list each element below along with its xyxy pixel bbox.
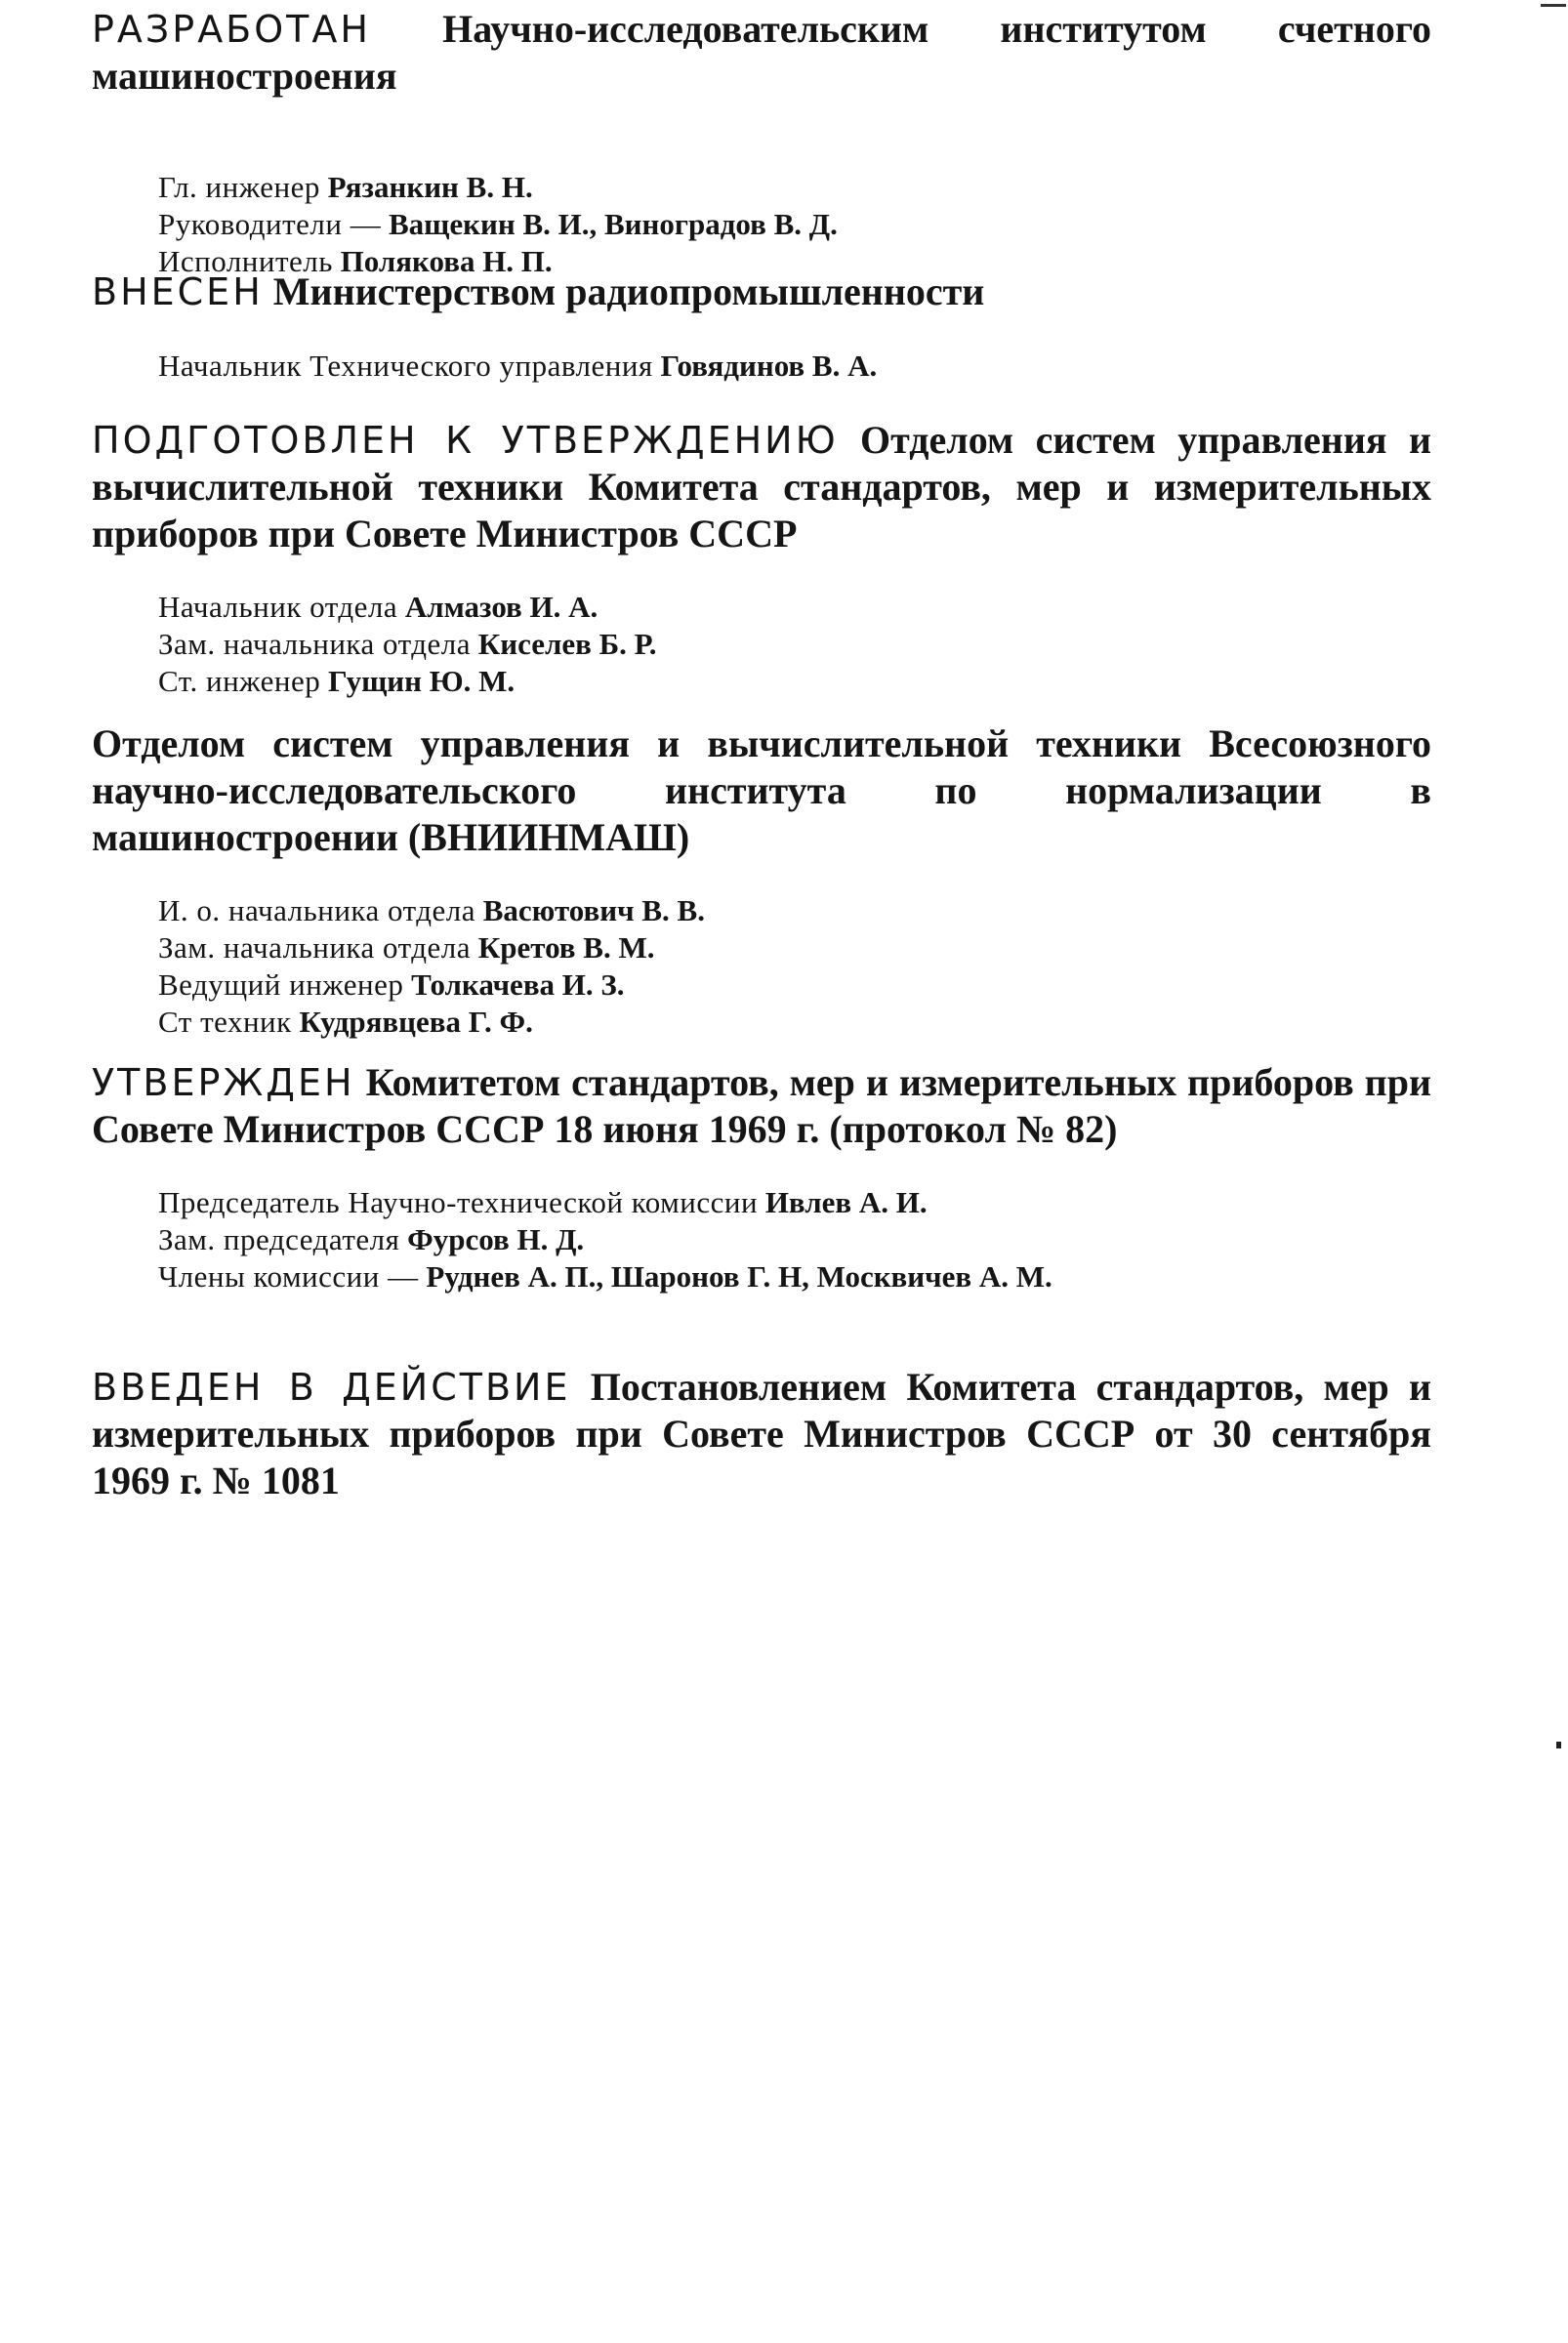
- section-vveden: [92, 1364, 1431, 1504]
- person-row: [158, 626, 1431, 663]
- person-name: Кудрявцева Г. Ф.: [299, 1005, 533, 1039]
- person-name: Ващекин В. И., Виноградов В. Д.: [389, 207, 838, 241]
- people-list: [92, 348, 1431, 385]
- section-lead-cap: УТВЕРЖДЕН: [92, 1061, 355, 1104]
- person-row: [158, 206, 1431, 243]
- section-lead: [92, 417, 1431, 557]
- section-podgotovlen: [92, 417, 1431, 700]
- section-lead: [92, 1364, 1431, 1504]
- section-vniinmash: [92, 720, 1431, 1041]
- person-row: [158, 589, 1431, 626]
- section-razrabotan: [92, 6, 1431, 280]
- person-row: [158, 169, 1431, 206]
- person-name: Алмазов И. А.: [404, 590, 598, 624]
- margin-dash-mark: [1541, 4, 1566, 7]
- person-row: [158, 1221, 1431, 1258]
- person-role: Гл. инженер: [158, 170, 320, 204]
- section-lead-cap: РАЗРАБОТАН: [92, 8, 371, 51]
- person-row: [158, 1184, 1431, 1221]
- person-name: Говядинов В. А.: [660, 349, 878, 383]
- section-lead: [92, 268, 1431, 315]
- person-role: Члены комиссии —: [158, 1259, 419, 1294]
- people-list: [92, 892, 1431, 1041]
- section-lead-cap: ПОДГОТОВЛЕН К УТВЕРЖДЕНИЮ: [92, 419, 839, 462]
- person-name: Рязанкин В. Н.: [327, 170, 533, 204]
- section-lead-cap: ВНЕСЕН: [92, 270, 264, 313]
- person-row: [158, 348, 1431, 385]
- person-role: Начальник Технического управления: [158, 349, 653, 383]
- person-role: Исполнитель: [158, 244, 333, 278]
- section-lead-cap: ВВЕДЕН В ДЕЙСТВИЕ: [92, 1366, 571, 1409]
- person-role: И. о. начальника отдела: [158, 893, 475, 927]
- section-vnesen: [92, 268, 1431, 385]
- section-lead-text: Научно-исследовательским институтом счетного машиностроения: [92, 7, 1431, 98]
- section-lead: [92, 720, 1431, 861]
- person-row: [158, 663, 1431, 700]
- person-name: Кретов В. М.: [477, 930, 655, 965]
- person-role: Ведущий инженер: [158, 967, 404, 1002]
- person-role: Начальник отдела: [158, 590, 398, 624]
- person-row: [158, 929, 1431, 966]
- margin-dot-mark: [1556, 1742, 1561, 1748]
- person-name: Ивлев А. И.: [764, 1185, 928, 1219]
- person-name: Гущин Ю. М.: [328, 664, 516, 698]
- section-lead: [92, 1059, 1431, 1153]
- section-lead: [92, 6, 1431, 100]
- person-name: Васютович В. В.: [482, 893, 705, 927]
- section-lead-text: Комитетом стандартов, мер и измерительных приборов при Совете Министров СССР 18 июня 1969 г. (протокол № 82): [92, 1060, 1432, 1151]
- section-lead-text: Отделом систем управления и вычислительной техники Комитета стандартов, мер и измерительных приборов при Совете Министров СССР: [92, 418, 1431, 555]
- people-list: [92, 1184, 1431, 1295]
- person-name: Киселев Б. Р.: [477, 627, 657, 661]
- people-list: [92, 169, 1431, 280]
- person-role: Руководители —: [158, 207, 382, 241]
- person-name: Полякова Н. П.: [340, 244, 553, 278]
- person-role: Зам. председателя: [158, 1222, 400, 1256]
- person-row: [158, 1004, 1431, 1041]
- person-role: Зам. начальника отдела: [158, 627, 472, 661]
- people-list: [92, 589, 1431, 700]
- section-lead-text: Отделом систем управления и вычислительной техники Всесоюзного научно-исследовательского института по нормализации в машиностроении (ВНИИНМАШ): [92, 721, 1431, 859]
- section-utverzhden: [92, 1059, 1431, 1295]
- person-row: [158, 1258, 1431, 1295]
- section-lead-text: Министерством радиопромышленности: [272, 269, 985, 313]
- person-role: Ст техник: [158, 1005, 292, 1039]
- section-lead-text: Постановлением Комитета стандартов, мер и измерительных приборов при Совете Министров СССР от 30 сентября 1969 г. № 1081: [92, 1365, 1431, 1502]
- person-row: [158, 892, 1431, 929]
- person-name: Фурсов Н. Д.: [407, 1222, 585, 1256]
- person-row: [158, 966, 1431, 1004]
- person-name: Руднев А. П., Шаронов Г. Н, Москвичев А. М.: [426, 1259, 1052, 1294]
- person-name: Толкачева И. З.: [411, 967, 625, 1002]
- person-role: Ст. инженер: [158, 664, 321, 698]
- person-role: Председатель Научно-технической комиссии: [158, 1185, 759, 1219]
- person-role: Зам. начальника отдела: [158, 930, 472, 965]
